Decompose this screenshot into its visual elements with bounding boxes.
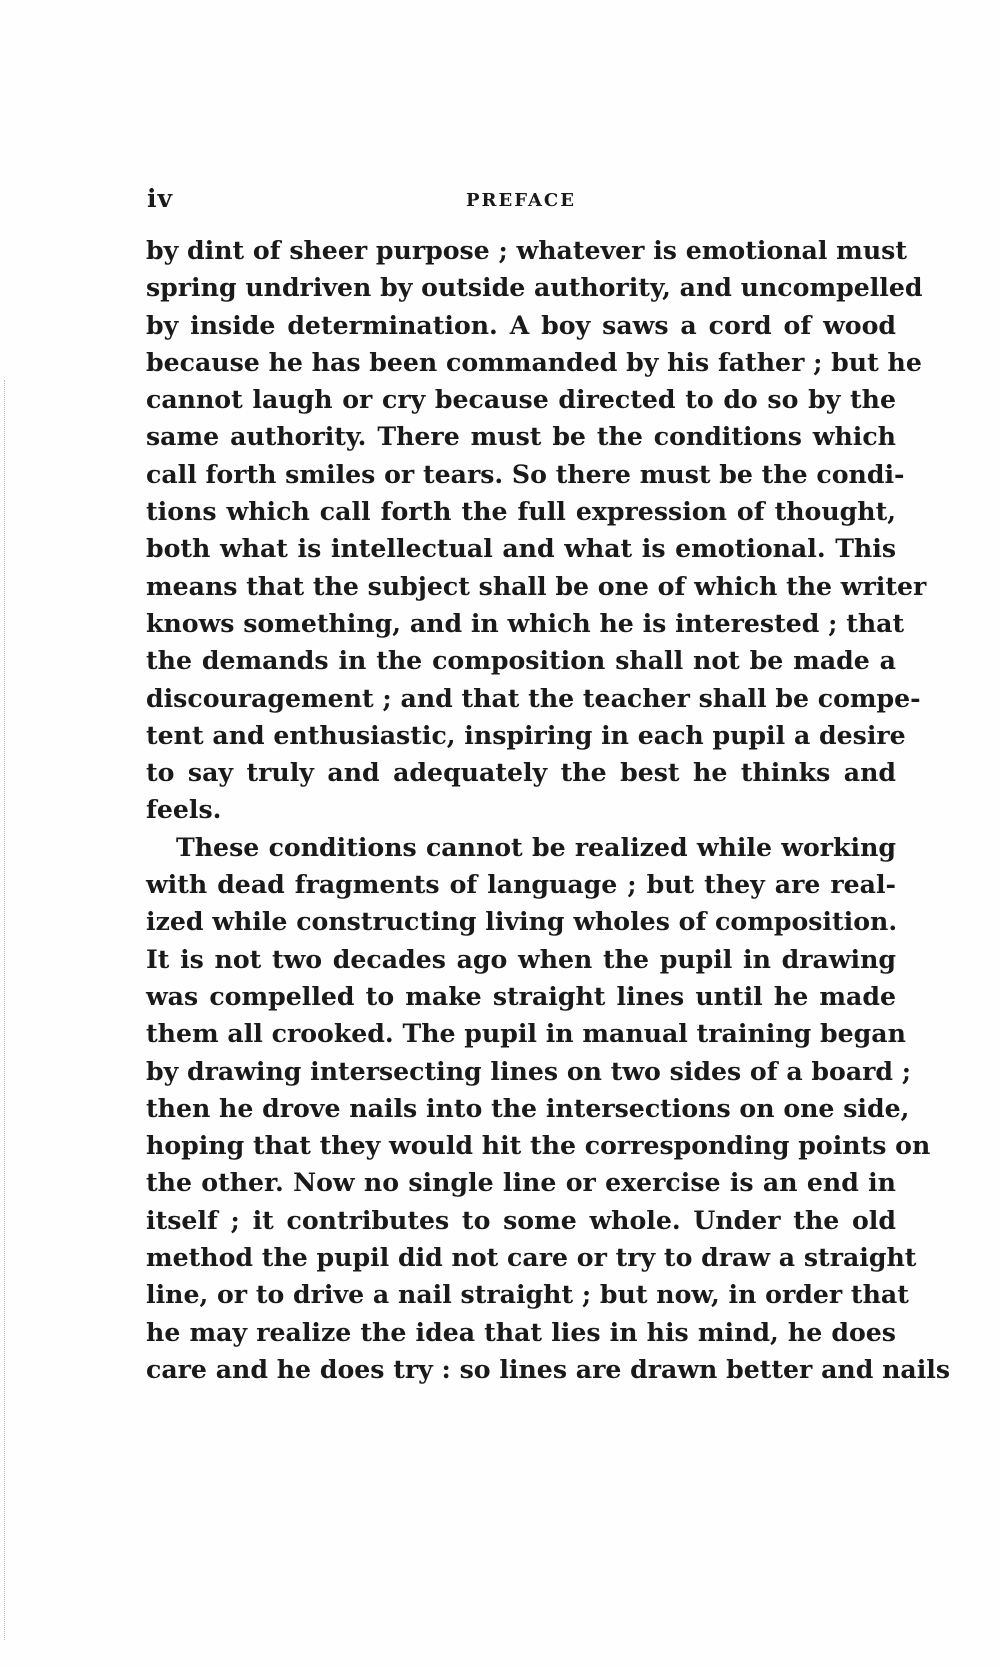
text-line: was compelled to make straight lines until he made: [146, 980, 896, 1011]
text-line: same authority. There must be the conditions which: [146, 421, 896, 452]
text-line: hoping that they would hit the corresponding points on: [146, 1130, 931, 1161]
text-line: discouragement ; and that the teacher shall be compe-: [146, 682, 921, 713]
running-head: PREFACE: [466, 190, 576, 211]
text-line: by inside determination. A boy saws a cord of wood: [146, 309, 896, 340]
text-line: them all crooked. The pupil in manual training began: [146, 1018, 906, 1049]
paragraph: [146, 232, 927, 829]
text-line: then he drove nails into the intersections on one side,: [146, 1092, 910, 1123]
text-line: method the pupil did not care or try to draw a straight: [146, 1242, 917, 1273]
text-line: the demands in the composition shall not be made a: [146, 645, 896, 676]
text-line: the other. Now no single line or exercise is an end in: [146, 1167, 896, 1198]
text-line: because he has been commanded by his father ; but he: [146, 346, 922, 377]
text-line: with dead fragments of language ; but they are real-: [146, 869, 896, 900]
text-line: itself ; it contributes to some whole. Under the old: [146, 1204, 896, 1235]
text-line: feels.: [146, 794, 222, 825]
text-line: means that the subject shall be one of which the writer: [146, 570, 927, 601]
text-line: knows something, and in which he is interested ; that: [146, 607, 905, 638]
text-line: tent and enthusiastic, inspiring in each pupil a desire: [146, 719, 906, 750]
text-line: It is not two decades ago when the pupil in drawing: [146, 943, 896, 974]
text-line: both what is intellectual and what is emotional. This: [146, 533, 896, 564]
page-header: [147, 184, 895, 224]
text-line: he may realize the idea that lies in his mind, he does: [146, 1316, 896, 1347]
text-line: spring undriven by outside authority, and uncompelled: [146, 272, 923, 303]
text-line: tions which call forth the full expression of thought,: [146, 496, 896, 527]
paragraph: [146, 829, 951, 1388]
scan-edge-marks: [4, 380, 7, 1640]
text-line: call forth smiles or tears. So there must be the condi-: [146, 458, 905, 489]
text-line: These conditions cannot be realized while working: [176, 831, 896, 862]
text-line: ized while constructing living wholes of composition.: [146, 906, 898, 937]
text-line: line, or to drive a nail straight ; but now, in order that: [146, 1279, 909, 1310]
page-number: iv: [147, 184, 174, 213]
text-line: cannot laugh or cry because directed to do so by the: [146, 384, 896, 415]
text-line: care and he does try : so lines are drawn better and nails: [146, 1353, 951, 1384]
body-text: [146, 232, 951, 1388]
text-line: by dint of sheer purpose ; whatever is emotional must: [146, 235, 907, 265]
text-line: by drawing intersecting lines on two sides of a board ;: [146, 1055, 912, 1086]
text-line: to say truly and adequately the best he thinks and: [146, 757, 896, 788]
